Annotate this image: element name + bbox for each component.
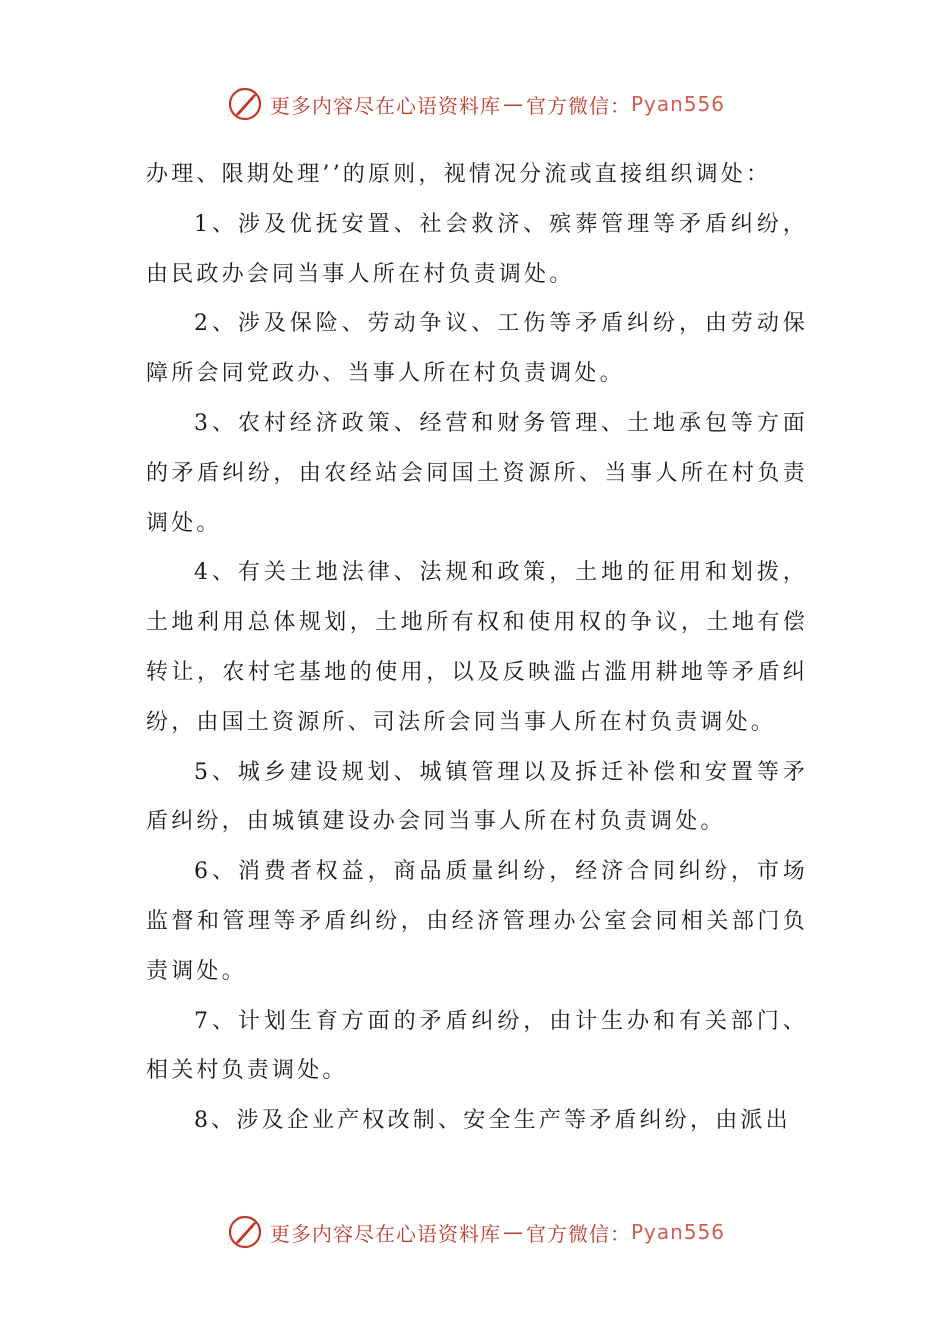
watermark-separator: — [503, 1220, 524, 1244]
watermark-official-label: 官方微信： [526, 1221, 631, 1246]
paragraph-item-3: 3、农村经济政策、经营和财务管理、土地承包等方面的矛盾纠纷，由农经站会同国土资源所、当事人所在村负责调处。 [146, 410, 808, 536]
paragraph-item-4: 4、有关土地法律、法规和政策，土地的征用和划拨，土地利用总体规划，土地所有权和使用权的争议，土地有偿转让，农村宅基地的使用，以及反映滥占滥用耕地等矛盾纠纷，由国土资源所、司法所会同当事人所在村负责调处。 [146, 560, 808, 735]
paragraph-item-8: 8、涉及企业产权改制、安全生产等矛盾纠纷，由派出 [194, 1108, 791, 1134]
watermark-wechat-id: Pyan556 [631, 92, 726, 116]
watermark-text [270, 1218, 725, 1247]
paragraph-continuation: 办理、限期处理’’的原则，视情况分流或直接组织调处： [146, 162, 772, 187]
watermark-header [228, 84, 725, 124]
document-body [146, 150, 808, 1146]
paragraph-item-1: 1、涉及优抚安置、社会救济、殡葬管理等矛盾纠纷，由民政办会同当事人所在村负责调处。 [146, 211, 808, 287]
paragraph-item-5: 5、城乡建设规划、城镇管理以及拆迁补偿和安置等矛盾纠纷，由城镇建设办会同当事人所在村负责调处。 [146, 759, 808, 835]
watermark-footer [228, 1212, 725, 1252]
paragraph-item-7: 7、计划生育方面的矛盾纠纷，由计生办和有关部门、相关村负责调处。 [146, 1008, 808, 1084]
quill-logo-icon [228, 86, 264, 122]
paragraph-item-6: 6、消费者权益，商品质量纠纷，经济合同纠纷，市场监督和管理等矛盾纠纷，由经济管理办公室会同相关部门负责调处。 [146, 859, 808, 984]
watermark-brand: 更多内容尽在心语资料库 [270, 93, 501, 118]
watermark-text [270, 90, 725, 119]
watermark-wechat-id: Pyan556 [631, 1220, 726, 1244]
watermark-separator: — [503, 92, 524, 116]
watermark-brand: 更多内容尽在心语资料库 [270, 1221, 501, 1246]
paragraph-item-2: 2、涉及保险、劳动争议、工伤等矛盾纠纷，由劳动保障所会同党政办、当事人所在村负责调处。 [146, 311, 808, 387]
watermark-official-label: 官方微信： [526, 93, 631, 118]
quill-logo-icon [228, 1214, 264, 1250]
